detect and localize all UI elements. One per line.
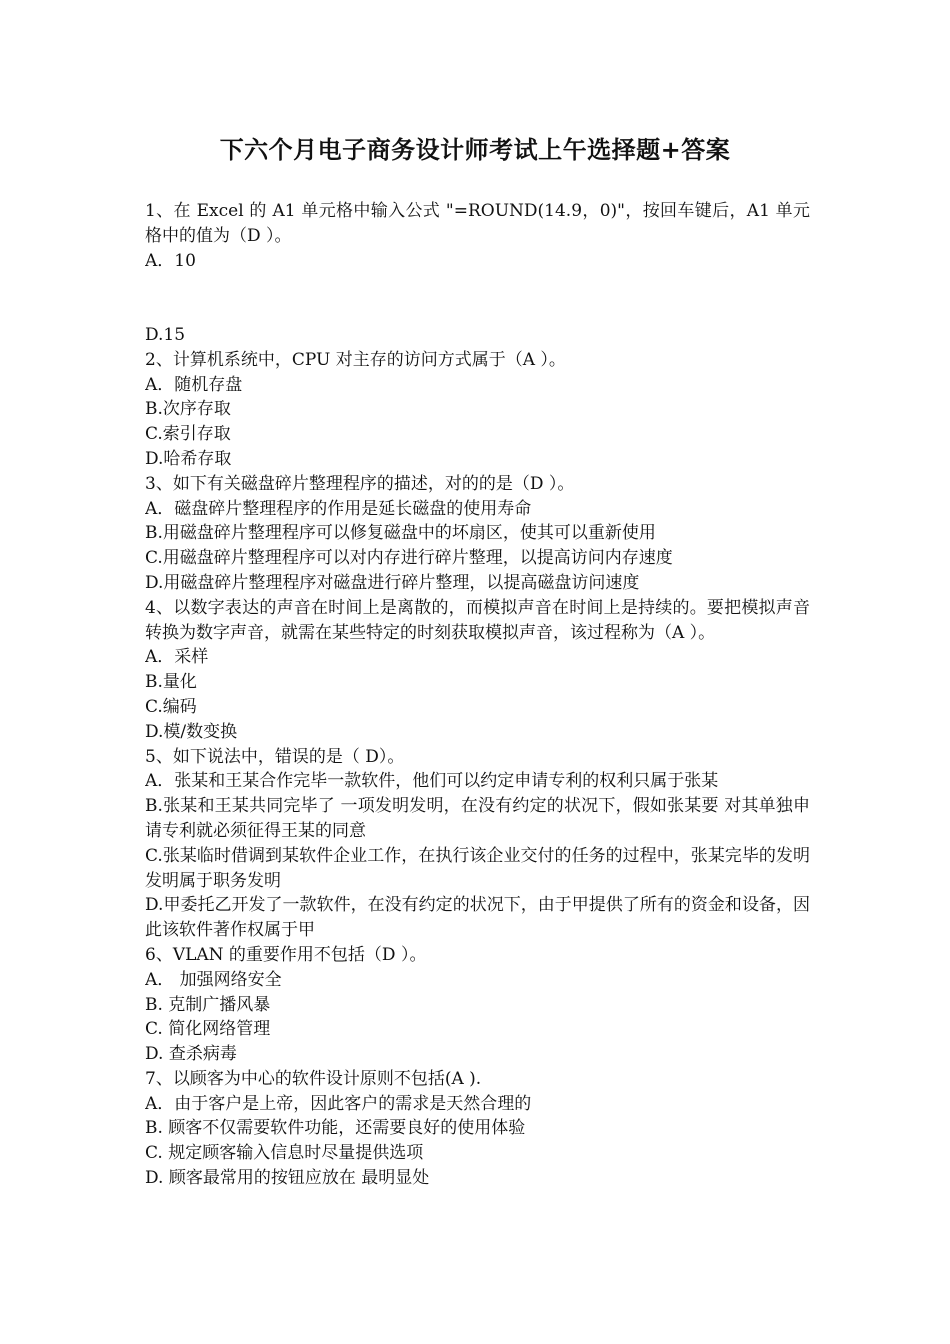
question-6-stem: 6、VLAN 的重要作用不包括（D ）。 [145, 944, 427, 965]
question-5-option-a: A．张某和王某合作完毕一款软件，他们可以约定申请专利的权利只属于张某 [145, 771, 719, 792]
blank-space [145, 273, 810, 323]
document-title: 下六个月电子商务设计师考试上午选择题+答案 [219, 135, 731, 164]
question-1-option-d: D.15 [145, 324, 186, 345]
question-2-option-d: D.哈希存取 [145, 448, 232, 469]
question-7-option-b: B. 顾客不仅需要软件功能，还需要良好的使用体验 [145, 1118, 526, 1139]
question-4-option-d: D.模/数变换 [145, 721, 238, 742]
question-7-stem: 7、以顾客为中心的软件设计原则不包括(A ). [145, 1068, 482, 1089]
question-1-stem: 1、在 Excel 的 A1 单元格中输入公式 "=ROUND(14.9，0)"，按回车键后，A1 单元格中的值为（D ）。 [145, 201, 810, 246]
question-3-option-b: B.用磁盘碎片整理程序可以修复磁盘中的坏扇区，使其可以重新使用 [145, 523, 656, 544]
question-6-option-b: B. 克制广播风暴 [145, 994, 271, 1015]
question-5-option-c: C.张某临时借调到某软件企业工作，在执行该企业交付的任务的过程中，张某完毕的发明发明属于职务发明 [145, 845, 810, 891]
question-2-stem: 2、计算机系统中，CPU 对主存的访问方式属于（A ）。 [145, 349, 566, 370]
question-4-option-b: B.量化 [145, 672, 197, 693]
question-4-option-a: A．采样 [145, 647, 209, 668]
question-3-stem: 3、如下有关磁盘碎片整理程序的描述，对的的是（D ）。 [145, 473, 575, 494]
question-3-option-a: A．磁盘碎片整理程序的作用是延长磁盘的使用寿命 [145, 498, 532, 519]
question-5-option-b: B.张某和王某共同完毕了 一项发明发明，在没有约定的状况下，假如张某要 对其单独申请专利就必须征得王某的同意 [145, 796, 810, 841]
question-6-option-d: D. 查杀病毒 [145, 1044, 237, 1065]
question-2-option-c: C.索引存取 [145, 424, 231, 445]
question-6-option-c: C. 简化网络管理 [145, 1019, 271, 1040]
question-5-stem: 5、如下说法中，错误的是（ D）。 [145, 746, 405, 767]
question-4-stem: 4、以数字表达的声音在时间上是离散的，而模拟声音在时间上是持续的。要把模拟声音转换为数字声音，就需在某些特定的时刻获取模拟声音，该过程称为（A ）。 [145, 597, 810, 643]
question-7-option-a: A．由于客户是上帝，因此客户的需求是天然合理的 [145, 1093, 532, 1114]
document-body [145, 199, 810, 1191]
question-6-option-a: A． 加强网络安全 [145, 969, 282, 990]
question-2-option-a: A．随机存盘 [145, 374, 243, 395]
question-1-option-a: A．10 [145, 250, 196, 271]
question-5-option-d: D.甲委托乙开发了一款软件，在没有约定的状况下，由于甲提供了所有的资金和设备，因此该软件著作权属于甲 [145, 895, 810, 941]
question-7-option-d: D. 顾客最常用的按钮应放在 最明显处 [145, 1168, 430, 1189]
question-7-option-c: C. 规定顾客输入信息时尽量提供选项 [145, 1143, 424, 1164]
question-3-option-c: C.用磁盘碎片整理程序可以对内存进行碎片整理，以提高访问内存速度 [145, 548, 673, 569]
question-3-option-d: D.用磁盘碎片整理程序对磁盘进行碎片整理，以提高磁盘访问速度 [145, 572, 640, 593]
question-2-option-b: B.次序存取 [145, 399, 231, 420]
question-4-option-c: C.编码 [145, 696, 197, 717]
